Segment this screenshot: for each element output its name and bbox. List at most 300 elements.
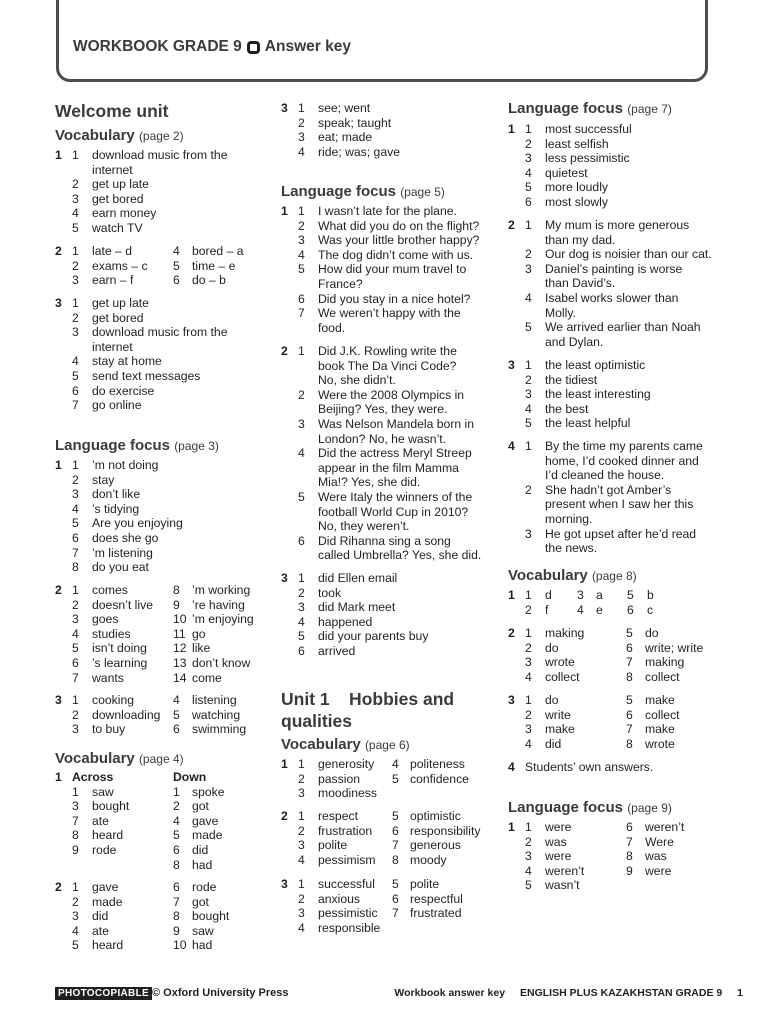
answer-text: respectful: [410, 891, 463, 906]
item-number: 2: [72, 894, 79, 909]
answer-text: studies: [92, 626, 131, 641]
item-number: 5: [298, 629, 305, 644]
item-number: 4: [525, 290, 532, 305]
answer-text: did Mark meet: [318, 600, 396, 615]
answer-text: the tidiest: [545, 372, 598, 387]
answer-text: the least interesting: [545, 387, 651, 402]
item-number: 1: [525, 693, 532, 707]
answer-text: Was your little brother happy?: [318, 233, 480, 248]
answer-text: wants: [92, 670, 124, 685]
answer-text: pessimism: [318, 852, 376, 867]
answer-text: He got upset after he’d read: [545, 526, 697, 541]
answer-text: took: [318, 585, 342, 600]
item-number: 4: [72, 626, 79, 641]
item-number: 9: [72, 842, 79, 857]
item-number: 4: [577, 602, 584, 617]
item-number: 1: [298, 809, 305, 823]
answer-text: successful: [318, 877, 375, 891]
answer-text: generous: [410, 838, 461, 853]
answer-text: download music from the: [92, 325, 228, 340]
item-number: 2: [72, 597, 79, 612]
item-number: 4: [72, 923, 79, 938]
answer-text: Was Nelson Mandela born in: [318, 416, 475, 431]
answer-text: London? No, he wasn’t.: [318, 431, 447, 446]
answer-text: frustrated: [410, 906, 462, 921]
section-heading: Vocabulary (page 2): [55, 127, 184, 144]
item-number: 3: [72, 722, 79, 737]
item-number: 2: [298, 771, 305, 786]
item-number: 3: [72, 191, 79, 206]
item-number: 5: [72, 220, 79, 235]
item-number: 6: [627, 602, 634, 617]
item-number: 1: [72, 296, 79, 310]
answer-text: I wasn’t late for the plane.: [318, 204, 457, 218]
answer-text: was: [545, 834, 567, 849]
answer-text: weren’t: [545, 863, 585, 878]
item-number: 7: [173, 894, 180, 909]
answer-text: had: [192, 938, 213, 953]
item-number: 2: [298, 891, 305, 906]
item-number: 5: [392, 877, 399, 891]
across-label: Across: [72, 770, 114, 784]
answer-text: present when I saw her this: [545, 497, 694, 512]
answer-text: collect: [545, 669, 580, 684]
item-number: 5: [72, 641, 79, 656]
answer-text: were: [645, 863, 672, 878]
answer-text: the least optimistic: [545, 358, 646, 372]
answer-text: less pessimistic: [545, 151, 630, 166]
answer-text: doesn’t live: [92, 597, 153, 612]
answer-text: swimming: [192, 722, 247, 737]
answer-text: France?: [318, 276, 363, 291]
item-number: 4: [298, 852, 305, 867]
item-number: 14: [173, 670, 187, 685]
item-number: 10: [173, 612, 187, 627]
answer-text: anxious: [318, 891, 361, 906]
item-number: 2: [72, 472, 79, 487]
item-number: 2: [525, 136, 532, 151]
answer-text: Did Rihanna sing a song: [318, 533, 451, 548]
answer-text: e: [596, 602, 603, 617]
item-number: 1: [72, 148, 79, 162]
answer-text: do – b: [192, 273, 226, 288]
item-number: 1: [298, 344, 305, 358]
exercise-number: 1: [281, 757, 288, 771]
exercise-number: 2: [508, 626, 515, 640]
answer-text: No, they weren’t.: [318, 519, 410, 534]
item-number: 8: [173, 583, 180, 597]
answer-text: saw: [192, 923, 214, 938]
exercise-number: 1: [508, 820, 515, 834]
answer-text: Are you enjoying: [92, 516, 183, 531]
item-number: 8: [173, 857, 180, 872]
item-number: 2: [173, 799, 180, 814]
item-number: 4: [525, 736, 532, 751]
item-number: 6: [626, 640, 633, 655]
answer-text: Were Italy the winners of the: [318, 489, 473, 504]
item-number: 8: [626, 736, 633, 751]
answer-text: passion: [318, 771, 361, 786]
item-number: 3: [72, 799, 79, 814]
item-number: 7: [72, 670, 79, 685]
item-number: 1: [525, 588, 532, 602]
exercise-number: 2: [55, 244, 62, 258]
item-number: 6: [298, 291, 305, 306]
item-number: 1: [298, 204, 305, 218]
item-number: 3: [298, 600, 305, 615]
answer-key-label: Answer key: [264, 38, 351, 55]
answer-text: time – e: [192, 258, 236, 273]
answer-text: goes: [92, 612, 119, 627]
exercise-number: 3: [508, 358, 515, 372]
answer-text: more loudly: [545, 180, 608, 195]
item-number: 7: [72, 545, 79, 560]
answer-text: football World Cup in 2010?: [318, 504, 469, 519]
answer-text: responsible: [318, 920, 381, 935]
answer-text: Mia!? Yes, she did.: [318, 475, 421, 490]
answer-text: do: [545, 693, 559, 707]
answer-text: do you eat: [92, 560, 149, 575]
answer-text: watch TV: [92, 220, 143, 235]
item-number: 1: [72, 880, 79, 894]
answer-text: comes: [92, 583, 128, 597]
item-number: 5: [298, 489, 305, 504]
answer-text: did: [545, 736, 562, 751]
answer-text: polite: [410, 877, 440, 891]
answer-text: wrote: [645, 736, 675, 751]
item-number: 1: [72, 458, 79, 472]
answer-text: moodiness: [318, 786, 377, 801]
exercise-number: 1: [55, 458, 62, 472]
answer-text: the best: [545, 401, 589, 416]
item-number: 3: [525, 722, 532, 737]
item-number: 3: [525, 526, 532, 541]
item-number: 6: [173, 842, 180, 857]
answer-text: spoke: [192, 784, 225, 799]
item-number: 8: [72, 560, 79, 575]
answer-text: get up late: [92, 296, 149, 310]
item-number: 6: [173, 273, 180, 288]
item-number: 3: [298, 130, 305, 145]
item-number: 3: [298, 233, 305, 248]
item-number: 7: [392, 838, 399, 853]
exercise-number: 3: [55, 693, 62, 707]
answer-text: d: [545, 588, 552, 602]
answer-text: were: [545, 849, 572, 864]
answer-text: come: [192, 670, 222, 685]
answer-text: ’s tidying: [92, 501, 140, 516]
answer-text: called Umbrella? Yes, she did.: [318, 548, 482, 563]
item-number: 1: [72, 583, 79, 597]
item-number: 6: [72, 383, 79, 398]
item-number: 3: [72, 487, 79, 502]
answer-text: Were the 2008 Olympics in: [318, 387, 465, 402]
exercise-number: 1: [55, 148, 62, 162]
exercise-number: 1: [508, 122, 515, 136]
answer-text: She hadn’t got Amber’s: [545, 482, 672, 497]
answer-text: most successful: [545, 122, 632, 136]
answer-text: ate: [92, 923, 109, 938]
item-number: 8: [626, 849, 633, 864]
answer-text: Beijing? Yes, they were.: [318, 402, 448, 417]
exercise-number: 3: [281, 877, 288, 891]
item-number: 5: [525, 878, 532, 893]
answer-text: wasn’t: [545, 878, 580, 893]
item-number: 6: [72, 530, 79, 545]
item-number: 4: [173, 693, 180, 707]
answer-text: ’m enjoying: [192, 612, 254, 627]
section-heading: Vocabulary (page 4): [55, 750, 184, 767]
item-number: 3: [298, 786, 305, 801]
exercise-number: 4: [508, 760, 515, 774]
answer-text: home, I’d cooked dinner and: [545, 453, 699, 468]
answer-text: quietest: [545, 165, 588, 180]
answer-text: heard: [92, 828, 124, 843]
item-number: 7: [72, 398, 79, 413]
section-heading: Vocabulary (page 8): [508, 567, 637, 584]
item-number: 4: [173, 813, 180, 828]
item-number: 7: [298, 306, 305, 321]
answer-text: Did you stay in a nice hotel?: [318, 291, 471, 306]
item-number: 2: [72, 258, 79, 273]
item-number: 5: [525, 320, 532, 335]
answer-text: How did your mum travel to: [318, 262, 467, 277]
unit-title: Unit 1 Hobbies and qualities: [281, 689, 459, 731]
item-number: 4: [298, 614, 305, 629]
item-number: 4: [525, 401, 532, 416]
exercise-number: 1: [55, 770, 62, 784]
answer-text: don’t know: [192, 655, 251, 670]
answer-text: Did J.K. Rowling write the: [318, 344, 457, 358]
answer-text: Our dog is noisier than our cat.: [545, 247, 712, 262]
item-number: 2: [298, 387, 305, 402]
answer-text: b: [647, 588, 654, 602]
exercise-number: 2: [281, 809, 288, 823]
rounded-square-icon: [247, 41, 260, 54]
item-number: 5: [627, 588, 634, 602]
answer-text: listening: [192, 693, 237, 707]
answer-text: making: [545, 626, 585, 640]
answer-text: The dog didn’t come with us.: [318, 247, 474, 262]
item-number: 6: [392, 823, 399, 838]
doc-name: Workbook answer key: [394, 987, 506, 999]
answer-text: happened: [318, 614, 373, 629]
item-number: 3: [72, 909, 79, 924]
item-number: 2: [525, 640, 532, 655]
answer-text: moody: [410, 852, 447, 867]
answer-text: ’s learning: [92, 655, 148, 670]
answer-text: a: [596, 588, 603, 602]
item-number: 2: [72, 177, 79, 192]
answer-text: got: [192, 799, 209, 814]
item-number: 1: [72, 244, 79, 258]
answer-text: did: [92, 909, 109, 924]
answer-text: did: [192, 842, 209, 857]
item-number: 3: [72, 273, 79, 288]
item-number: 3: [525, 151, 532, 166]
item-number: 1: [72, 693, 79, 707]
answer-text: f: [545, 602, 549, 617]
exercise-number: 2: [55, 583, 62, 597]
answer-text: internet: [92, 339, 133, 354]
section-heading: Language focus (page 5): [281, 183, 445, 200]
answer-text: to buy: [92, 722, 126, 737]
answer-text: gave: [192, 813, 219, 828]
item-number: 1: [298, 101, 305, 115]
item-number: 2: [525, 602, 532, 617]
item-number: 3: [298, 416, 305, 431]
item-number: 9: [173, 597, 180, 612]
item-number: 5: [392, 809, 399, 823]
answer-text: Did the actress Meryl Streep: [318, 446, 472, 461]
answer-text: do exercise: [92, 383, 155, 398]
answer-text: earn – f: [92, 273, 134, 288]
answer-text: speak; taught: [318, 115, 392, 130]
item-number: 2: [525, 247, 532, 262]
answer-text: downloading: [92, 707, 161, 722]
item-number: 2: [298, 115, 305, 130]
page-number: 1: [737, 987, 743, 999]
answer-text: making: [645, 655, 685, 670]
answer-text: get bored: [92, 191, 144, 206]
answer-text: were: [545, 820, 572, 834]
item-number: 5: [525, 416, 532, 431]
item-number: 5: [72, 516, 79, 531]
item-number: 6: [298, 533, 305, 548]
item-number: 10: [173, 938, 187, 953]
answer-text: We weren’t happy with the: [318, 306, 461, 321]
exercise-number: 3: [508, 693, 515, 707]
answer-text: What did you do on the flight?: [318, 218, 480, 233]
answer-text: bought: [192, 909, 230, 924]
item-number: 3: [525, 849, 532, 864]
answer-text: go: [192, 626, 206, 641]
answer-text: got: [192, 894, 209, 909]
item-number: 2: [72, 310, 79, 325]
item-number: 3: [525, 261, 532, 276]
answer-text: do: [545, 640, 559, 655]
item-number: 3: [298, 906, 305, 921]
answer-text: collect: [645, 707, 680, 722]
answer-text: bought: [92, 799, 130, 814]
answer-text: cooking: [92, 693, 135, 707]
answer-text: frustration: [318, 823, 373, 838]
answer-text: generosity: [318, 757, 375, 771]
answer-text: rode: [192, 880, 217, 894]
item-number: 2: [525, 834, 532, 849]
item-number: 4: [72, 354, 79, 369]
answer-text: make: [645, 693, 675, 707]
item-number: 1: [525, 358, 532, 372]
item-number: 1: [525, 122, 532, 136]
answer-text: exams – c: [92, 258, 148, 273]
item-number: 4: [525, 165, 532, 180]
item-number: 3: [525, 655, 532, 670]
answer-text: did Ellen email: [318, 571, 398, 585]
section-heading: Vocabulary (page 6): [281, 736, 410, 753]
item-number: 4: [298, 920, 305, 935]
item-number: 6: [72, 655, 79, 670]
item-number: 1: [525, 626, 532, 640]
answer-text: ’m listening: [92, 545, 153, 560]
item-number: 2: [298, 585, 305, 600]
item-number: 2: [525, 372, 532, 387]
item-number: 5: [173, 828, 180, 843]
item-number: 11: [173, 626, 186, 641]
item-number: 3: [577, 588, 584, 602]
workbook-title: WORKBOOK GRADE 9: [73, 38, 242, 55]
item-number: 4: [392, 757, 399, 771]
item-number: 9: [626, 863, 633, 878]
item-number: 8: [173, 909, 180, 924]
series-name: ENGLISH PLUS KAZAKHSTAN GRADE 9: [520, 987, 723, 999]
answer-text: made: [192, 828, 223, 843]
item-number: 4: [72, 206, 79, 221]
item-number: 4: [298, 144, 305, 159]
answer-text: I’d cleaned the house.: [545, 468, 665, 483]
answer-text: see; went: [318, 101, 371, 115]
exercise-number: 3: [281, 571, 288, 585]
exercise-number: 3: [55, 296, 62, 310]
exercise-number: 4: [508, 439, 515, 453]
exercise-number: 1: [508, 588, 515, 602]
item-number: 12: [173, 641, 187, 656]
answer-text: Molly.: [545, 305, 576, 320]
answer-text: stay: [92, 472, 115, 487]
answer-text: isn’t doing: [92, 641, 147, 656]
answer-text: optimistic: [410, 809, 461, 823]
item-number: 1: [298, 877, 305, 891]
answer-text: did your parents buy: [318, 629, 429, 644]
answer-text: was: [645, 849, 667, 864]
item-number: 4: [72, 501, 79, 516]
answer-text: We arrived earlier than Noah: [545, 320, 701, 335]
answer-text: pessimistic: [318, 906, 378, 921]
answer-text: ’m working: [192, 583, 251, 597]
header-title: [73, 38, 351, 56]
answer-text: ’m not doing: [92, 458, 159, 472]
item-number: 1: [525, 439, 532, 453]
exercise-number: 2: [55, 880, 62, 894]
answer-text: collect: [645, 669, 680, 684]
answer-text: appear in the film Mamma: [318, 460, 459, 475]
item-number: 1: [298, 571, 305, 585]
answer-text: By the time my parents came: [545, 439, 703, 453]
answer-text: responsibility: [410, 823, 481, 838]
item-number: 4: [173, 244, 180, 258]
answer-text: gave: [92, 880, 119, 894]
exercise-number: 2: [281, 344, 288, 358]
item-number: 6: [173, 722, 180, 737]
answer-text: c: [647, 602, 654, 617]
item-number: 6: [626, 707, 633, 722]
item-number: 5: [392, 771, 399, 786]
answer-text: ride; was; gave: [318, 144, 400, 159]
item-number: 6: [525, 194, 532, 209]
item-number: 1: [72, 784, 79, 799]
item-number: 6: [298, 643, 305, 658]
item-number: 7: [626, 722, 633, 737]
item-number: 6: [173, 880, 180, 894]
answer-text: Daniel’s painting is worse: [545, 261, 683, 276]
item-number: 6: [626, 820, 633, 834]
section-heading: Language focus (page 3): [55, 437, 219, 454]
answer-text: ’re having: [192, 597, 245, 612]
item-number: 2: [72, 707, 79, 722]
item-number: 3: [298, 838, 305, 853]
item-number: 5: [298, 262, 305, 277]
answer-text: don’t like: [92, 487, 141, 502]
